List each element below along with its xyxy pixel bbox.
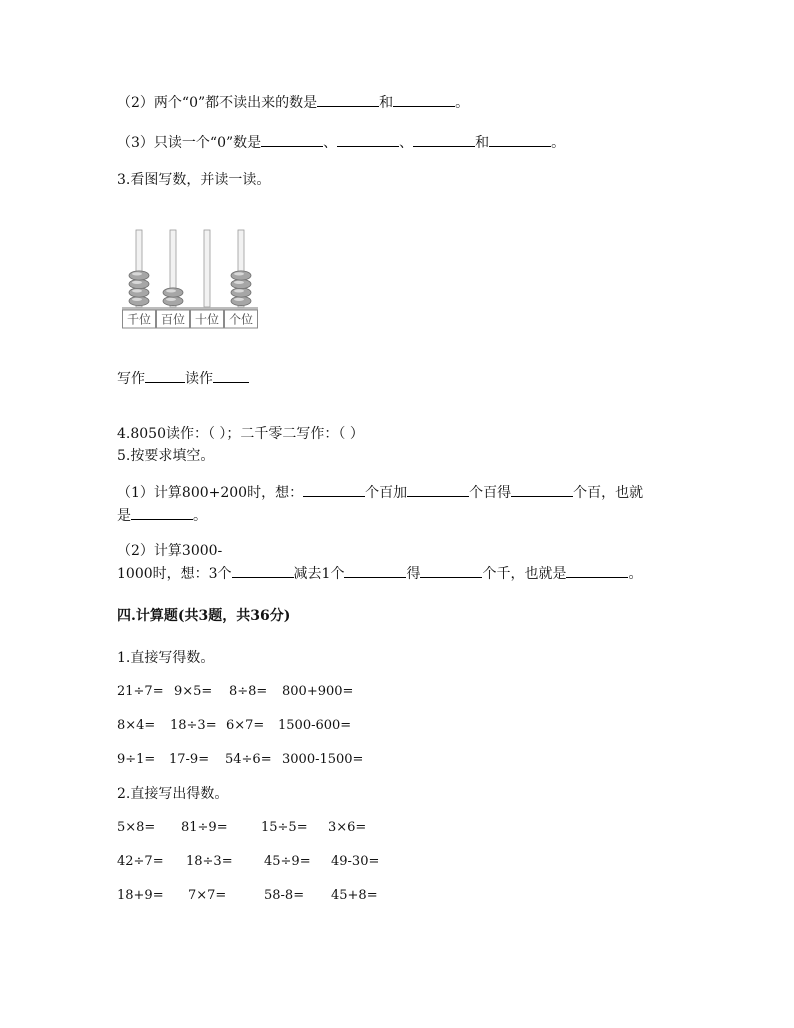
abacus-bead — [163, 288, 183, 297]
math-problem: 3×6= — [328, 820, 367, 835]
math-problem: 1500-600= — [278, 718, 352, 733]
answer-blank[interactable] — [261, 132, 323, 147]
write-blank[interactable] — [145, 368, 185, 383]
abacus-rod — [204, 230, 210, 307]
abacus-label: 百位 — [160, 312, 186, 327]
q5-part2-text: 个千，也就是 — [482, 566, 567, 582]
q5-title: 5.按要求填空。 — [117, 448, 215, 464]
answer-blank[interactable] — [232, 563, 294, 578]
q5-part1-text: 是 — [117, 508, 131, 524]
abacus-bead — [129, 296, 149, 305]
separator: 、 — [399, 135, 414, 151]
q5-part1-end: 。 — [193, 508, 207, 524]
abacus-label: 十位 — [194, 312, 220, 327]
q2-part3-line — [117, 132, 565, 153]
q2-part3-prefix: （3）只读一个“0”数是 — [117, 135, 262, 151]
math-problem: 8×4= — [117, 718, 156, 733]
abacus-label: 个位 — [228, 312, 254, 327]
abacus-bead-highlight — [166, 289, 176, 292]
q5-part2-line2 — [117, 563, 642, 584]
answer-blank[interactable] — [420, 563, 482, 578]
answer-blank[interactable] — [511, 482, 573, 497]
math-problem: 8÷8= — [229, 684, 268, 699]
math-problem: 45+8= — [331, 888, 378, 903]
math-problem: 800+900= — [282, 684, 354, 699]
abacus-bead — [163, 296, 183, 305]
abacus-bead-highlight — [234, 281, 244, 284]
q2-part2-prefix: （2）两个“0”都不读出来的数是 — [117, 95, 318, 111]
q5-part1-prefix: （1）计算800+200时，想： — [117, 485, 304, 501]
math-problem: 18÷3= — [186, 854, 233, 869]
math-problem: 6×7= — [226, 718, 265, 733]
math-problem: 3000-1500= — [282, 752, 364, 767]
abacus-bead-highlight — [166, 298, 176, 301]
math-problem: 21÷7= — [117, 684, 164, 699]
math-problem: 18+9= — [117, 888, 164, 903]
answer-blank[interactable] — [303, 482, 365, 497]
abacus-bead — [129, 271, 149, 280]
q3-answer-line — [117, 368, 249, 389]
abacus-bead — [231, 296, 251, 305]
section4-title: 四.计算题(共3题，共36分) — [117, 608, 291, 624]
q5-part1-line1 — [117, 482, 643, 503]
q5-part2-line1: （2）计算3000- — [117, 543, 223, 559]
abacus-bead-highlight — [132, 272, 142, 275]
q4-line: 4.8050读作：（ ）；二千零二写作：（ ） — [117, 426, 364, 442]
math-problem: 17-9= — [169, 752, 210, 767]
q2-part2-end: 。 — [455, 95, 470, 111]
abacus-bead — [231, 279, 251, 288]
answer-blank[interactable] — [566, 563, 628, 578]
answer-blank[interactable] — [407, 482, 469, 497]
abacus-bead-highlight — [234, 272, 244, 275]
abacus-figure — [122, 228, 258, 330]
answer-blank[interactable] — [489, 132, 551, 147]
math-problem: 45÷9= — [264, 854, 311, 869]
s4-q1-title: 1.直接写得数。 — [117, 650, 215, 666]
q5-part1-line2 — [117, 505, 207, 526]
math-problem: 18÷3= — [170, 718, 217, 733]
math-problem: 42÷7= — [117, 854, 164, 869]
answer-blank[interactable] — [131, 505, 193, 520]
q5-part2-prefix: 1000时，想：3个 — [117, 566, 232, 582]
answer-blank[interactable] — [337, 132, 399, 147]
write-label: 写作 — [117, 371, 145, 387]
math-problem: 5×8= — [117, 820, 156, 835]
abacus-bead — [129, 288, 149, 297]
math-problem: 81÷9= — [181, 820, 228, 835]
q2-part3-end: 。 — [551, 135, 566, 151]
abacus-bead — [231, 271, 251, 280]
abacus-bead-highlight — [234, 289, 244, 292]
abacus-bead-highlight — [132, 289, 142, 292]
q5-part2-end: 。 — [628, 566, 643, 582]
math-problem: 15÷5= — [261, 820, 308, 835]
q2-part3-and: 和 — [475, 135, 490, 151]
answer-blank[interactable] — [344, 563, 406, 578]
separator: 、 — [323, 135, 338, 151]
math-problem: 49-30= — [331, 854, 380, 869]
abacus-bead-highlight — [132, 298, 142, 301]
abacus-bead — [231, 288, 251, 297]
abacus-bead-highlight — [132, 281, 142, 284]
q5-part1-text: 个百得 — [469, 485, 512, 501]
math-problem: 54÷6= — [225, 752, 272, 767]
read-label: 读作 — [185, 371, 213, 387]
q5-part1-text: 个百加 — [365, 485, 408, 501]
answer-blank[interactable] — [317, 92, 379, 107]
math-problem: 7×7= — [188, 888, 227, 903]
math-problem: 9×5= — [174, 684, 213, 699]
abacus-bead — [129, 279, 149, 288]
s4-q2-title: 2.直接写出得数。 — [117, 786, 229, 802]
q3-title: 3.看图写数，并读一读。 — [117, 172, 271, 188]
math-problem: 9÷1= — [117, 752, 156, 767]
abacus-label: 千位 — [126, 312, 152, 327]
q5-part2-text: 得 — [406, 566, 421, 582]
math-problem: 58-8= — [264, 888, 305, 903]
answer-blank[interactable] — [393, 92, 455, 107]
read-blank[interactable] — [213, 368, 249, 383]
q2-part2-line — [117, 92, 469, 113]
q2-part2-and: 和 — [379, 95, 394, 111]
q5-part1-text: 个百，也就 — [573, 485, 644, 501]
answer-blank[interactable] — [413, 132, 475, 147]
abacus-bead-highlight — [234, 298, 244, 301]
q5-part2-text: 减去1个 — [293, 566, 345, 582]
